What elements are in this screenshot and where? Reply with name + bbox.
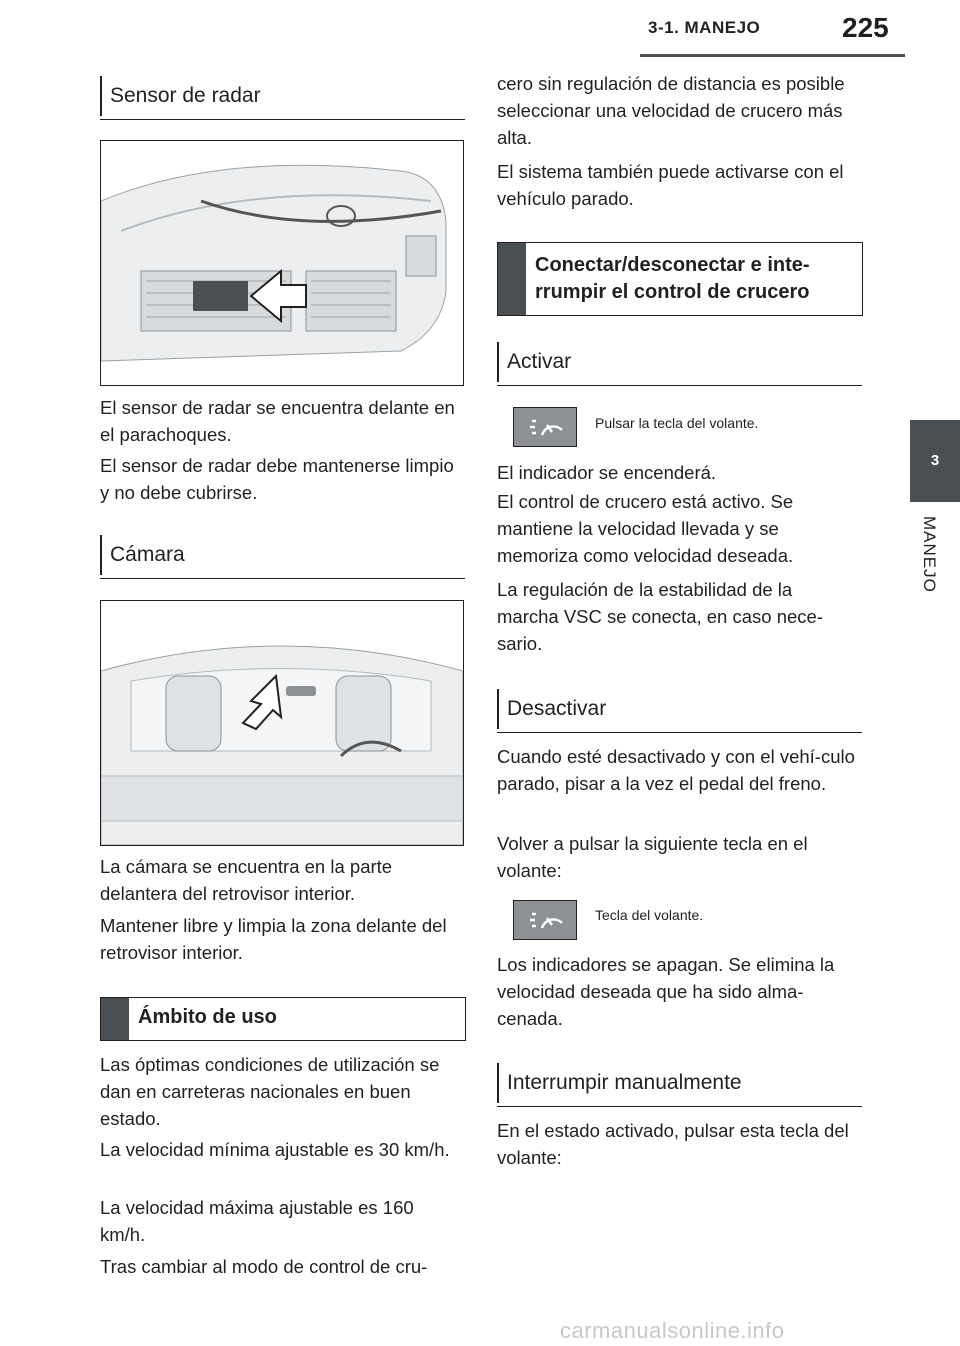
header-rule	[640, 54, 905, 57]
camera-paragraph-2: Mantener libre y limpia la zona delante del retrovisor interior.	[100, 915, 447, 963]
steering-key-1	[513, 407, 577, 447]
desactivar-paragraph-3: Los indicadores se apagan. Se elimina la velocidad deseada que ha sido alma-cenada.	[497, 954, 835, 1029]
radar-paragraph-2: El sensor de radar debe mantenerse limpio y no debe cubrirse.	[100, 455, 454, 503]
camera-illustration	[101, 601, 463, 845]
heading-bar	[498, 243, 526, 315]
heading-conectar-text: Conectar/desconectar e inte-rrumpir el control de crucero	[535, 254, 810, 303]
continuation-paragraph: cero sin regulación de distancia es posible seleccionar una velocidad de crucero más alta.	[497, 73, 845, 148]
chapter-tab-label	[905, 516, 955, 616]
heading-ambito-text: Ámbito de uso	[138, 1006, 277, 1028]
cruise-control-icon	[514, 901, 576, 939]
heading-interrumpir: Interrumpir manualmente	[497, 1063, 862, 1103]
heading-rule	[497, 385, 862, 386]
activar-paragraph-2: El control de crucero está activo. Se mantiene la velocidad llevada y se memoriza como velocidad deseada.	[497, 491, 794, 566]
heading-rule	[497, 732, 862, 733]
camera-paragraph-1: La cámara se encuentra en la parte delantera del retrovisor interior.	[100, 856, 393, 904]
section-title: 3-1. MANEJO	[648, 18, 761, 37]
activar-paragraph-3: La regulación de la estabilidad de la marcha VSC se conecta, en caso nece-sario.	[497, 579, 823, 654]
chapter-label-text: MANEJO	[920, 516, 939, 593]
desactivar-paragraph-1: Cuando esté desactivado y con el vehí-culo parado, pisar a la vez el pedal del freno.	[497, 746, 855, 794]
heading-activar: Activar	[497, 342, 862, 382]
heading-camara: Cámara	[100, 535, 465, 575]
interrumpir-paragraph: En el estado activado, pulsar esta tecla del volante:	[497, 1120, 849, 1168]
ambito-paragraph-4: Tras cambiar al modo de control de cru-	[100, 1256, 428, 1277]
chapter-tab: 3	[910, 420, 960, 502]
ambito-paragraph-1: Las óptimas condiciones de utilización se dan en carreteras nacionales en buen estado.	[100, 1054, 440, 1129]
key-2-text: Tecla del volante.	[595, 907, 704, 923]
cruise-control-icon	[514, 408, 576, 446]
ambito-paragraph-3: La velocidad máxima ajustable es 160 km/h.	[100, 1197, 414, 1245]
heading-rule	[100, 578, 465, 579]
ambito-paragraph-2: La velocidad mínima ajustable es 30 km/h.	[100, 1139, 450, 1160]
heading-bar	[101, 998, 129, 1040]
heading-conectar	[497, 242, 863, 316]
radar-paragraph-1: El sensor de radar se encuentra delante en el parachoques.	[100, 397, 455, 445]
heading-rule	[100, 119, 465, 120]
heading-rule	[497, 1106, 862, 1107]
key-1-text: Pulsar la tecla del volante.	[595, 415, 759, 431]
watermark: carmanualsonline.info	[560, 1318, 785, 1343]
heading-desactivar: Desactivar	[497, 689, 862, 729]
heading-sensor-radar: Sensor de radar	[100, 76, 465, 116]
activar-paragraph-1: El indicador se encenderá.	[497, 462, 717, 483]
stationary-paragraph: El sistema también puede activarse con el vehículo parado.	[497, 161, 844, 209]
radar-figure	[100, 140, 464, 386]
camera-figure	[100, 600, 464, 846]
page-number: 225	[842, 12, 889, 43]
heading-ambito-uso	[100, 997, 466, 1041]
steering-key-2	[513, 900, 577, 940]
radar-illustration	[101, 141, 463, 385]
desactivar-paragraph-2: Volver a pulsar la siguiente tecla en el volante:	[497, 833, 808, 881]
